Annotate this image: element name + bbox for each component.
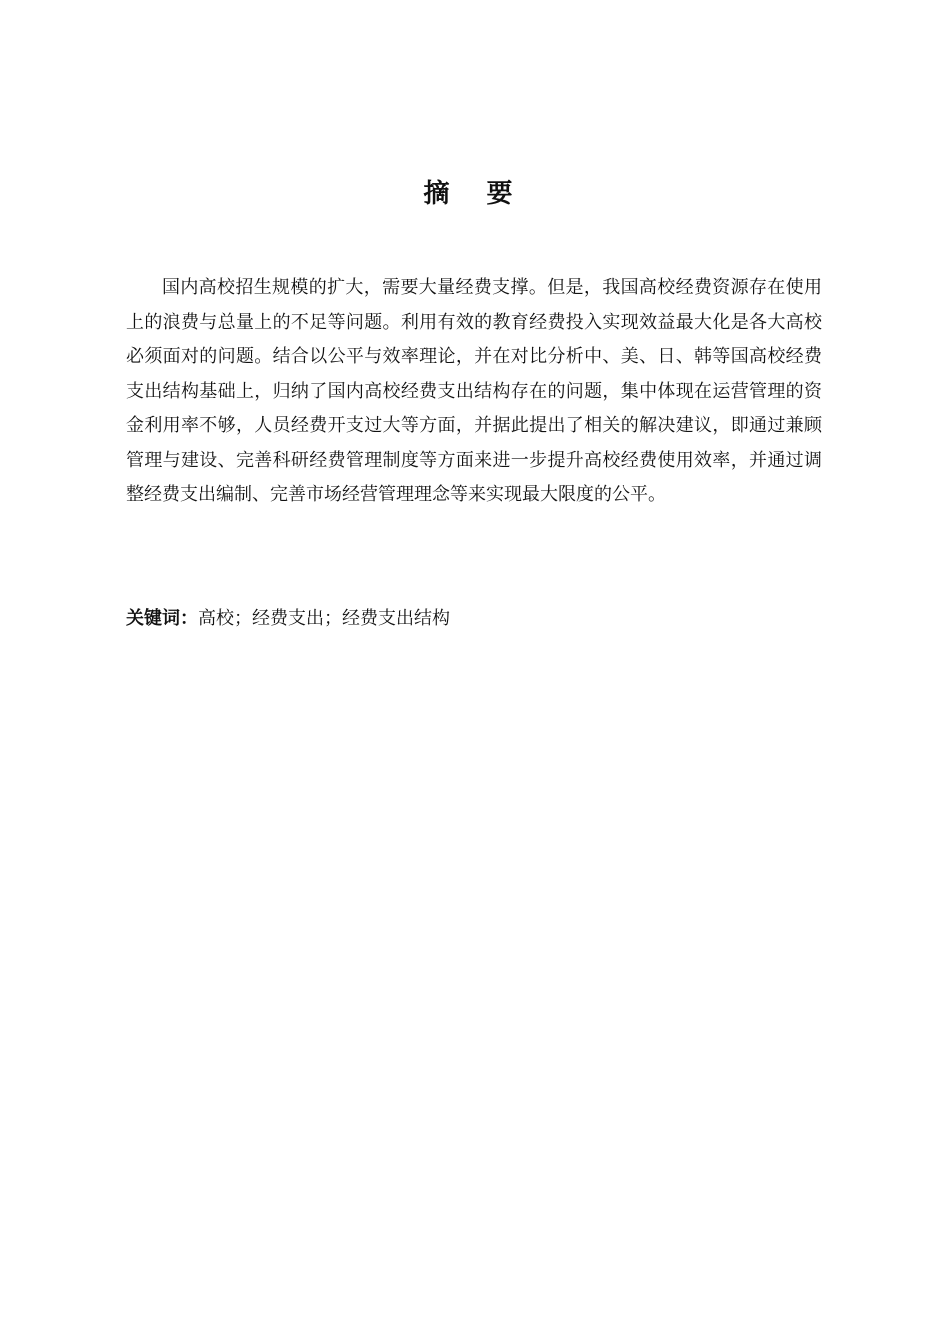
abstract-paragraph: 国内高校招生规模的扩大，需要大量经费支撑。但是，我国高校经费资源存在使用上的浪费与总量上的不足等问题。利用有效的教育经费投入实现效益最大化是各大高校必须面对的问题。结合以公平与效率理论，并在对比分析中、美、日、韩等国高校经费支出结构基础上，归纳了国内高校经费支出结构存在的问题，集中体现在运营管理的资金利用率不够，人员经费开支过大等方面，并据此提出了相关的解决建议，即通过兼顾管理与建设、完善科研经费管理制度等方面来进一步提升高校经费使用效率，并通过调整经费支出编制、完善市场经营管理理念等来实现最大限度的公平。 xyxy=(126,277,822,505)
keywords-line xyxy=(126,602,822,636)
keywords-text: 高校；经费支出；经费支出结构 xyxy=(198,608,450,629)
keywords-label: 关键词： xyxy=(126,608,198,629)
page-title: 摘 要 xyxy=(423,179,527,209)
